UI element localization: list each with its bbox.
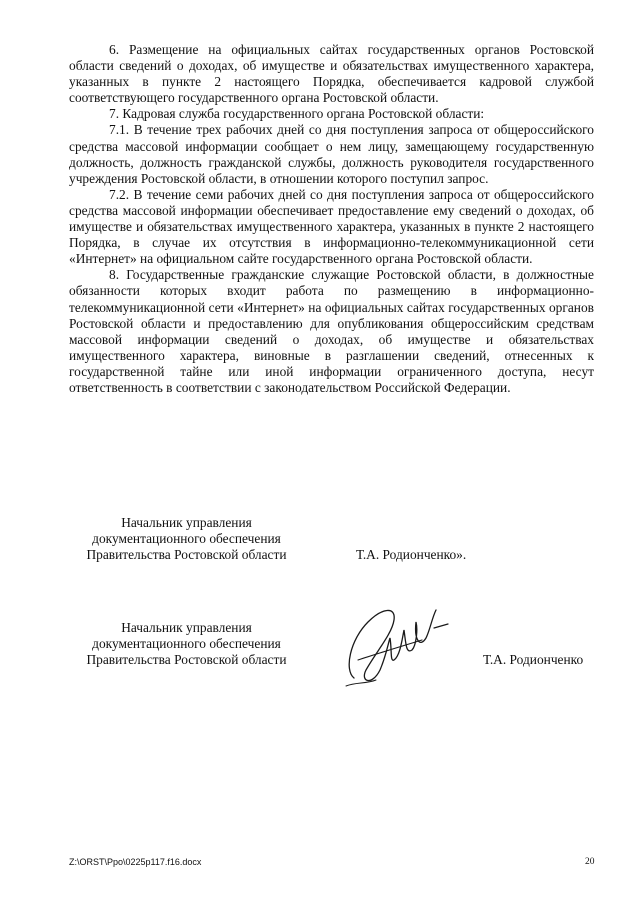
- signer-title-line: документационного обеспечения: [92, 636, 281, 652]
- footer-file-path: Z:\ORST\Ppo\0225p117.f16.docx: [69, 857, 202, 867]
- document-body: [69, 42, 594, 396]
- signer-title-line: Начальник управления: [121, 620, 252, 635]
- paragraph-7-2: 7.2. В течение семи рабочих дней со дня поступления запроса от общероссийского средства массовой информации обеспечивает предоставление ему сведений о доходах, об имуществе и обязательствах имущественного характера, указанных в пункте 2 настоящего Порядка, в случае их отсутствия в информационно-телекоммуникационной сети «Интернет» на официальном сайте государственного органа Ростовской области.: [69, 186, 594, 267]
- paragraph-7-1: 7.1. В течение трех рабочих дней со дня поступления запроса от общероссийского средства массовой информации сообщает о нем лицу, замещающему государственную должность, должность гражданской службы, должность руководителя государственного учреждения Ростовской области, в отношении которого поступил запрос.: [69, 122, 594, 186]
- signer-title-line: документационного обеспечения: [92, 531, 281, 547]
- page-number: 20: [585, 857, 595, 867]
- signer-name-1: Т.А. Родионченко».: [356, 547, 467, 562]
- signer-title-1: [69, 515, 304, 563]
- paragraph-8: 8. Государственные гражданские служащие Ростовской области, в должностные обязанности которых входит работа по размещению в информационно-телекоммуникационной сети «Интернет» на официальных сайтах государственных органов Ростовской области и предоставлению для опубликования общероссийским средствам массовой информации сведений о доходах, об имуществе и обязательствах имущественного характера, виновные в разглашении сведений, отнесенных к государственной тайне или иной информации ограниченного доступа, несут ответственность в соответствии с законодательством Российской Федерации.: [69, 267, 594, 395]
- paragraph-6: 6. Размещение на официальных сайтах государственных органов Ростовской области сведений о доходах, об имуществе и обязательствах имущественного характера, указанных в пункте 2 настоящего Порядка, обеспечивается кадровой службой соответствующего государственного органа Ростовской области.: [69, 42, 594, 106]
- signer-title-line: Начальник управления: [121, 515, 252, 530]
- signature-block-2: [69, 620, 304, 668]
- handwritten-signature: [336, 600, 456, 692]
- signer-title-line: Правительства Ростовской области: [86, 652, 287, 668]
- signer-title-line: Правительства Ростовской области: [86, 547, 287, 563]
- signer-name-2: Т.А. Родионченко: [483, 652, 584, 667]
- paragraph-7: 7. Кадровая служба государственного органа Ростовской области:: [109, 106, 485, 122]
- signer-title-2: [69, 620, 304, 668]
- signature-block-1: [69, 515, 304, 563]
